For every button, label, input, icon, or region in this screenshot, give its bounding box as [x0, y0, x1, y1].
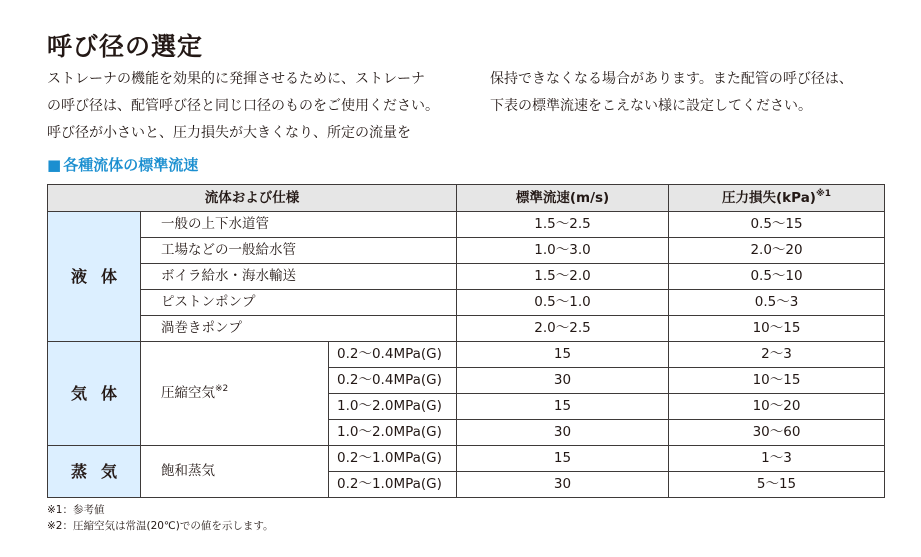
table-row: [48, 316, 885, 342]
table-row: [48, 342, 885, 368]
table-row: [48, 212, 885, 238]
header-fluid: 流体および仕様: [48, 185, 457, 212]
fluid-item: ボイラ給水・海水輸送: [141, 264, 457, 290]
section-heading-text: 各種流体の標準流速: [63, 156, 199, 174]
pressure-cell: 30〜60: [669, 420, 885, 446]
condition-cell: 0.2〜1.0MPa(G): [329, 472, 457, 498]
velocity-cell: 1.5〜2.0: [457, 264, 669, 290]
velocity-cell: 1.0〜3.0: [457, 238, 669, 264]
fluid-item: 工場などの一般給水管: [141, 238, 457, 264]
pressure-cell: 1〜3: [669, 446, 885, 472]
intro-line: 下表の標準流速をこえない様に設定してください。: [490, 98, 812, 114]
table-row: [48, 290, 885, 316]
velocity-cell: 30: [457, 472, 669, 498]
category-liquid: 液体: [48, 212, 141, 342]
fluid-item-text: 圧縮空気: [161, 385, 215, 401]
standard-velocity-table: [47, 184, 885, 498]
fluid-item: 一般の上下水道管: [141, 212, 457, 238]
pressure-cell: 5〜15: [669, 472, 885, 498]
pressure-cell: 0.5〜10: [669, 264, 885, 290]
pressure-cell: 0.5〜15: [669, 212, 885, 238]
pressure-cell: 10〜20: [669, 394, 885, 420]
pressure-cell: 10〜15: [669, 368, 885, 394]
velocity-cell: 1.5〜2.5: [457, 212, 669, 238]
pressure-cell: 2.0〜20: [669, 238, 885, 264]
fluid-item: ピストンポンプ: [141, 290, 457, 316]
footnote: ※1：参考値: [47, 504, 105, 516]
intro-text-left: [47, 66, 462, 147]
footnote-ref-1: ※1: [815, 188, 831, 199]
table-row: [48, 238, 885, 264]
square-bullet-icon: ■: [47, 156, 62, 174]
velocity-cell: 2.0〜2.5: [457, 316, 669, 342]
fluid-item: 飽和蒸気: [141, 446, 329, 498]
condition-cell: 0.2〜0.4MPa(G): [329, 342, 457, 368]
velocity-cell: 30: [457, 368, 669, 394]
velocity-cell: 15: [457, 446, 669, 472]
intro-line: 呼び径が小さいと、圧力損失が大きくなり、所定の流量を: [47, 125, 411, 141]
section-heading: [47, 154, 198, 176]
intro-line: ストレーナの機能を効果的に発揮させるために、ストレーナ: [47, 71, 425, 87]
condition-cell: 1.0〜2.0MPa(G): [329, 420, 457, 446]
fluid-item: 渦巻きポンプ: [141, 316, 457, 342]
pressure-cell: 0.5〜3: [669, 290, 885, 316]
velocity-cell: 15: [457, 394, 669, 420]
header-pressure: [669, 185, 885, 212]
velocity-cell: 30: [457, 420, 669, 446]
table-row: [48, 264, 885, 290]
condition-cell: 1.0〜2.0MPa(G): [329, 394, 457, 420]
header-velocity: 標準流速(m/s): [457, 185, 669, 212]
intro-text-right: [490, 66, 890, 120]
table-header-row: [48, 185, 885, 212]
pressure-cell: 2〜3: [669, 342, 885, 368]
velocity-cell: 0.5〜1.0: [457, 290, 669, 316]
intro-line: 保持できなくなる場合があります。また配管の呼び径は、: [490, 71, 853, 87]
header-pressure-text: 圧力損失(kPa): [722, 189, 816, 206]
velocity-cell: 15: [457, 342, 669, 368]
footnote: ※2：圧縮空気は常温(20℃)での値を示します。: [47, 520, 274, 532]
footnotes: [47, 502, 273, 534]
condition-cell: 0.2〜1.0MPa(G): [329, 446, 457, 472]
intro-line: の呼び径は、配管呼び径と同じ口径のものをご使用ください。: [47, 98, 439, 114]
table-row: [48, 446, 885, 472]
footnote-ref-2: ※2: [215, 384, 229, 394]
pressure-cell: 10〜15: [669, 316, 885, 342]
category-gas: 気体: [48, 342, 141, 446]
page-title: 呼び径の選定: [47, 32, 204, 61]
category-steam: 蒸気: [48, 446, 141, 498]
fluid-item: [141, 342, 329, 446]
condition-cell: 0.2〜0.4MPa(G): [329, 368, 457, 394]
